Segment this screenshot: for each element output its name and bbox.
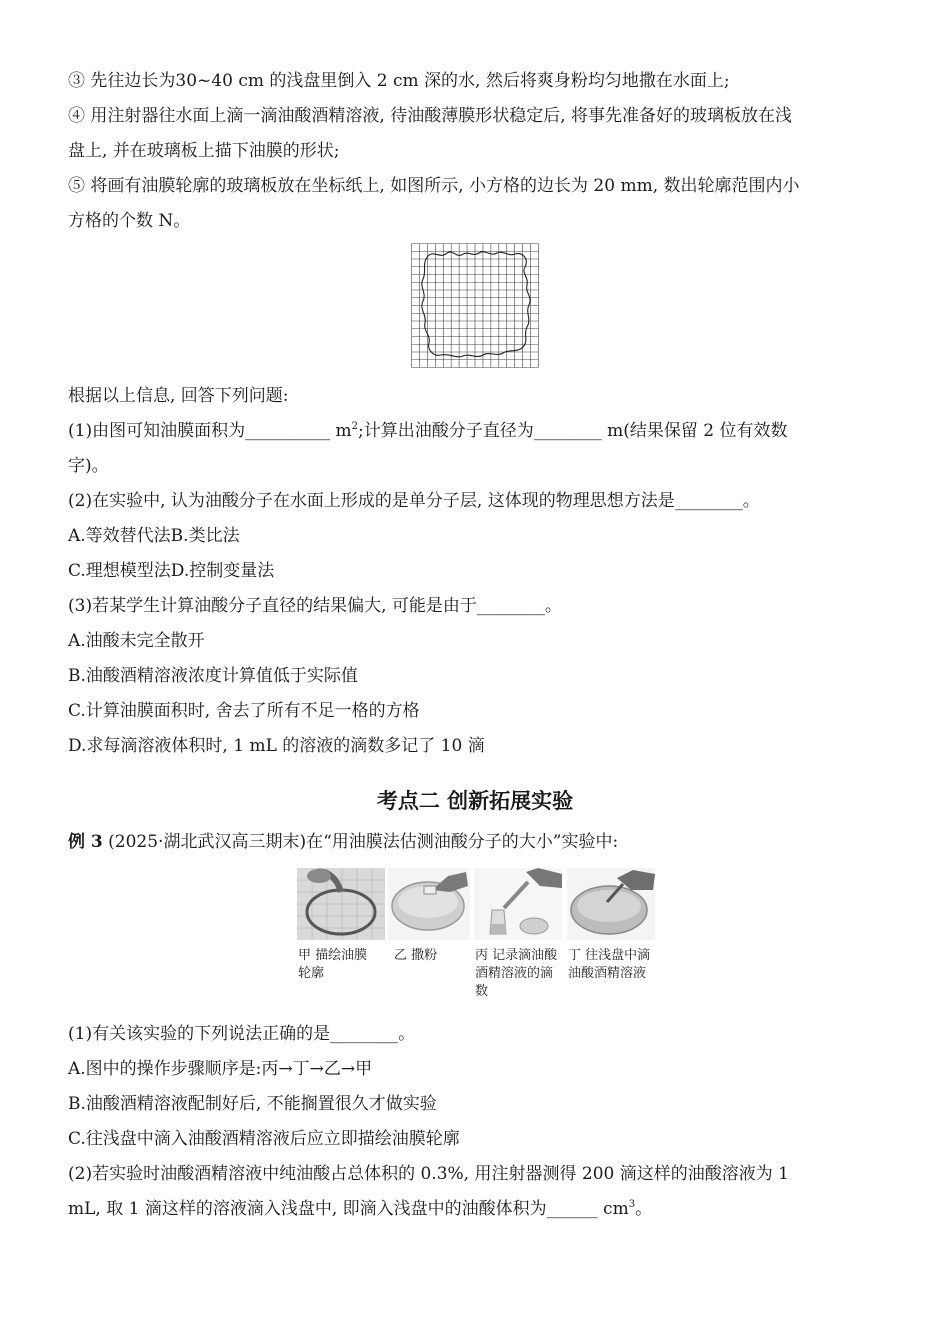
step-5-line-1: ⑤ 将画有油膜轮廓的玻璃板放在坐标纸上, 如图所示, 小方格的边长为 20 mm, 数出轮廓范围内小 (68, 176, 800, 196)
example-question-2-line-1: (2)若实验时油酸酒精溶液中纯油酸占总体积的 0.3%, 用注射器测得 200 滴这样的油酸溶液为 1 (68, 1164, 789, 1184)
question-2-options-ab: A.等效替代法B.类比法 (68, 526, 240, 546)
question-3-option-c: C.计算油膜面积时, 舍去了所有不足一格的方格 (68, 701, 420, 721)
oil-film-outline (422, 252, 530, 357)
step-4-line-2: 盘上, 并在玻璃板上描下油膜的形状; (68, 141, 340, 161)
example-label: 例 3 (68, 832, 103, 852)
questions-intro: 根据以上信息, 回答下列问题: (68, 386, 289, 406)
example-question-2-part-b: 。 (635, 1199, 653, 1219)
example-question-2-part-a: mL, 取 1 滴这样的溶液滴入浅盘中, 即滴入浅盘中的油酸体积为______ cm (68, 1199, 629, 1219)
question-2-options-cd: C.理想模型法D.控制变量法 (68, 561, 275, 581)
question-3-option-d: D.求每滴溶液体积时, 1 mL 的溶液的滴数多记了 10 滴 (68, 736, 485, 756)
caption-sprinkling-powder: 乙 撒粉 (394, 948, 438, 963)
example-question-1-stem: (1)有关该实验的下列说法正确的是________。 (68, 1024, 416, 1044)
question-1-part-a: (1)由图可知油膜面积为__________ m (68, 421, 352, 441)
caption-dropping-solution: 丁 往浅盘中滴油酸酒精溶液 (568, 948, 651, 981)
photo-dropping-solution (567, 868, 655, 940)
question-1-line-1 (68, 418, 890, 444)
photo-tracing-outline (297, 868, 385, 940)
square-meter-exponent: 2 (351, 421, 358, 432)
question-3-option-a: A.油酸未完全散开 (68, 631, 205, 651)
example-text: 在“用油膜法估测油酸分子的大小”实验中: (306, 832, 619, 852)
photo-counting-drops (474, 868, 562, 940)
question-2-stem: (2)在实验中, 认为油酸分子在水面上形成的是单分子层, 这体现的物理思想方法是________。 (68, 491, 760, 511)
oil-film-grid-figure (411, 243, 539, 368)
caption-counting-drops: 丙 记录滴油酸酒精溶液的滴数 (475, 948, 558, 999)
example-source: (2025·湖北武汉高三期末) (108, 832, 307, 852)
question-3-option-b: B.油酸酒精溶液浓度计算值低于实际值 (68, 666, 358, 686)
step-4-line-1: ④ 用注射器往水面上滴一滴油酸酒精溶液, 待油酸薄膜形状稳定后, 将事先准备好的玻璃板放在浅 (68, 106, 793, 126)
question-1-line-2: 字)。 (68, 456, 109, 476)
question-3-stem: (3)若某学生计算油酸分子直径的结果偏大, 可能是由于________。 (68, 596, 562, 616)
cubic-cm-exponent: 3 (628, 1199, 636, 1210)
step-3: ③ 先往边长为30~40 cm 的浅盘里倒入 2 cm 深的水, 然后将爽身粉均匀地撒在水面上; (68, 71, 730, 91)
example-question-1-option-b: B.油酸酒精溶液配制好后, 不能搁置很久才做实验 (68, 1094, 437, 1114)
example-question-2-line-2 (68, 1196, 890, 1222)
step-5-line-2: 方格的个数 N。 (68, 211, 191, 231)
example-question-1-option-a: A.图中的操作步骤顺序是:丙→丁→乙→甲 (68, 1059, 373, 1079)
section-title: 考点二 创新拓展实验 (376, 789, 574, 813)
example-question-1-option-c: C.往浅盘中滴入油酸酒精溶液后应立即描绘油膜轮廓 (68, 1129, 460, 1149)
caption-tracing-outline: 甲 描绘油膜轮廓 (298, 948, 368, 981)
example-3-intro (68, 829, 890, 855)
question-1-part-b: ;计算出油酸分子直径为________ m(结果保留 2 位有效数 (357, 421, 788, 441)
photo-sprinkling-powder (388, 868, 470, 940)
